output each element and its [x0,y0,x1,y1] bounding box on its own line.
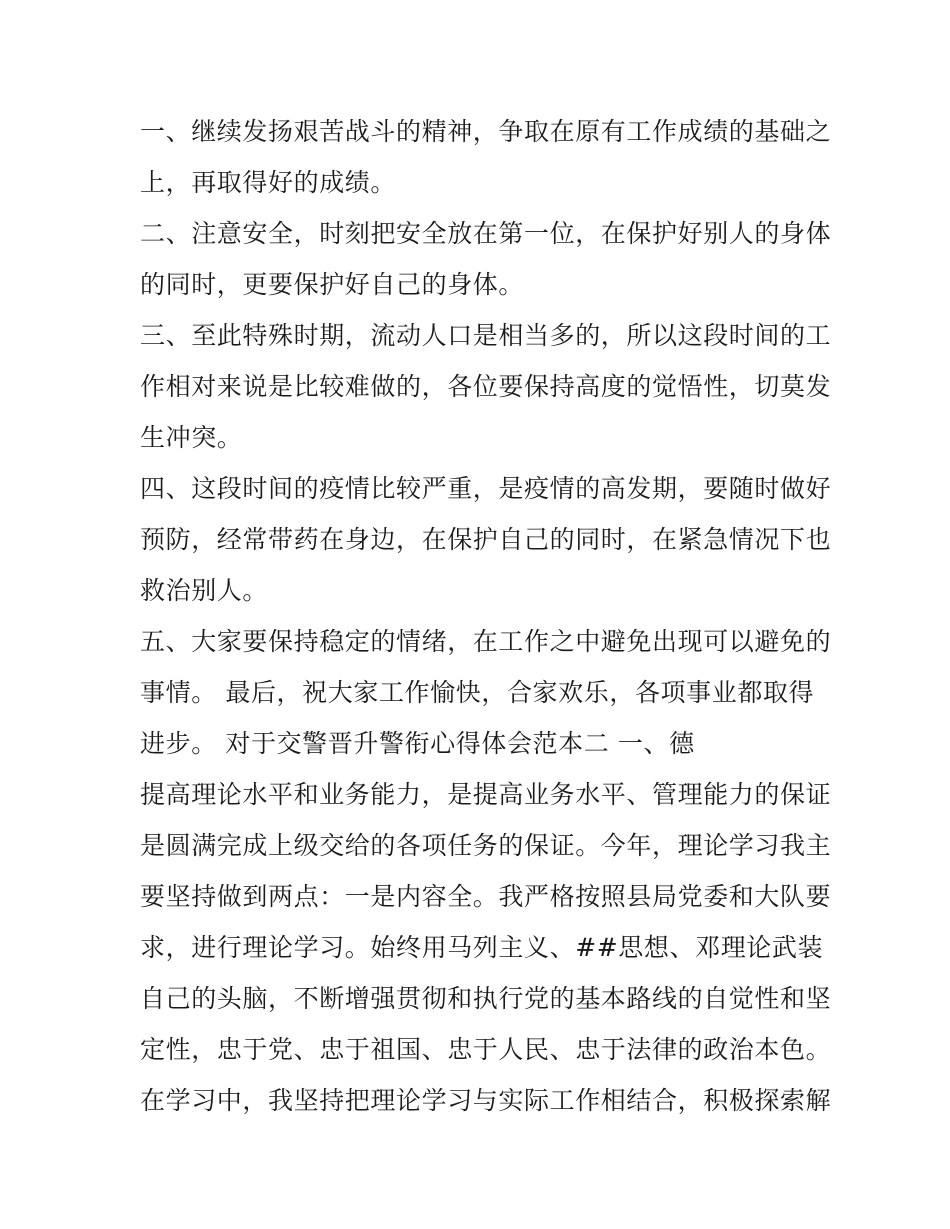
text-line: 作相对来说是比较难做的，各位要保持高度的觉悟性，切莫发 [140,372,832,401]
text-line: 是圆满完成上级交给的各项任务的保证。今年，理论学习我主 [140,831,832,860]
text-line: 的同时，更要保护好自己的身体。 [140,270,525,299]
text-line: 事情。 最后，祝大家工作愉快，合家欢乐，各项事业都取得 [140,678,815,707]
text-line: 预防，经常带药在身边，在保护自己的同时，在紧急情况下也 [140,525,832,554]
text-line: 五、大家要保持稳定的情绪，在工作之中避免出现可以避免的 [140,627,832,656]
text-line: 在学习中，我坚持把理论学习与实际工作相结合，积极探索解 [140,1086,832,1115]
document-body [140,106,832,1126]
text-line: 要坚持做到两点：一是内容全。我严格按照县局党委和大队要 [140,882,832,911]
text-line: 进步。 对于交警晋升警衔心得体会范本二 一、德 [140,729,695,758]
text-line: 生冲突。 [140,423,243,452]
text-line: 上，再取得好的成绩。 [140,168,397,197]
text-line: 救治别人。 [140,576,269,605]
text-line: 二、注意安全，时刻把安全放在第一位，在保护好别人的身体 [140,219,832,248]
text-line: 提高理论水平和业务能力，是提高业务水平、管理能力的保证 [140,780,832,809]
text-line: 自己的头脑，不断增强贯彻和执行党的基本路线的自觉性和坚 [140,984,832,1013]
text-line: 四、这段时间的疫情比较严重，是疫情的高发期，要随时做好 [140,474,832,503]
text-line: 三、至此特殊时期，流动人口是相当多的，所以这段时间的工 [140,321,832,350]
text-line: 一、继续发扬艰苦战斗的精神，争取在原有工作成绩的基础之 [140,117,832,146]
text-line: 定性，忠于党、忠于祖国、忠于人民、忠于法律的政治本色。 [140,1035,832,1064]
text-line: 求，进行理论学习。始终用马列主义、##思想、邓理论武装 [140,933,824,962]
